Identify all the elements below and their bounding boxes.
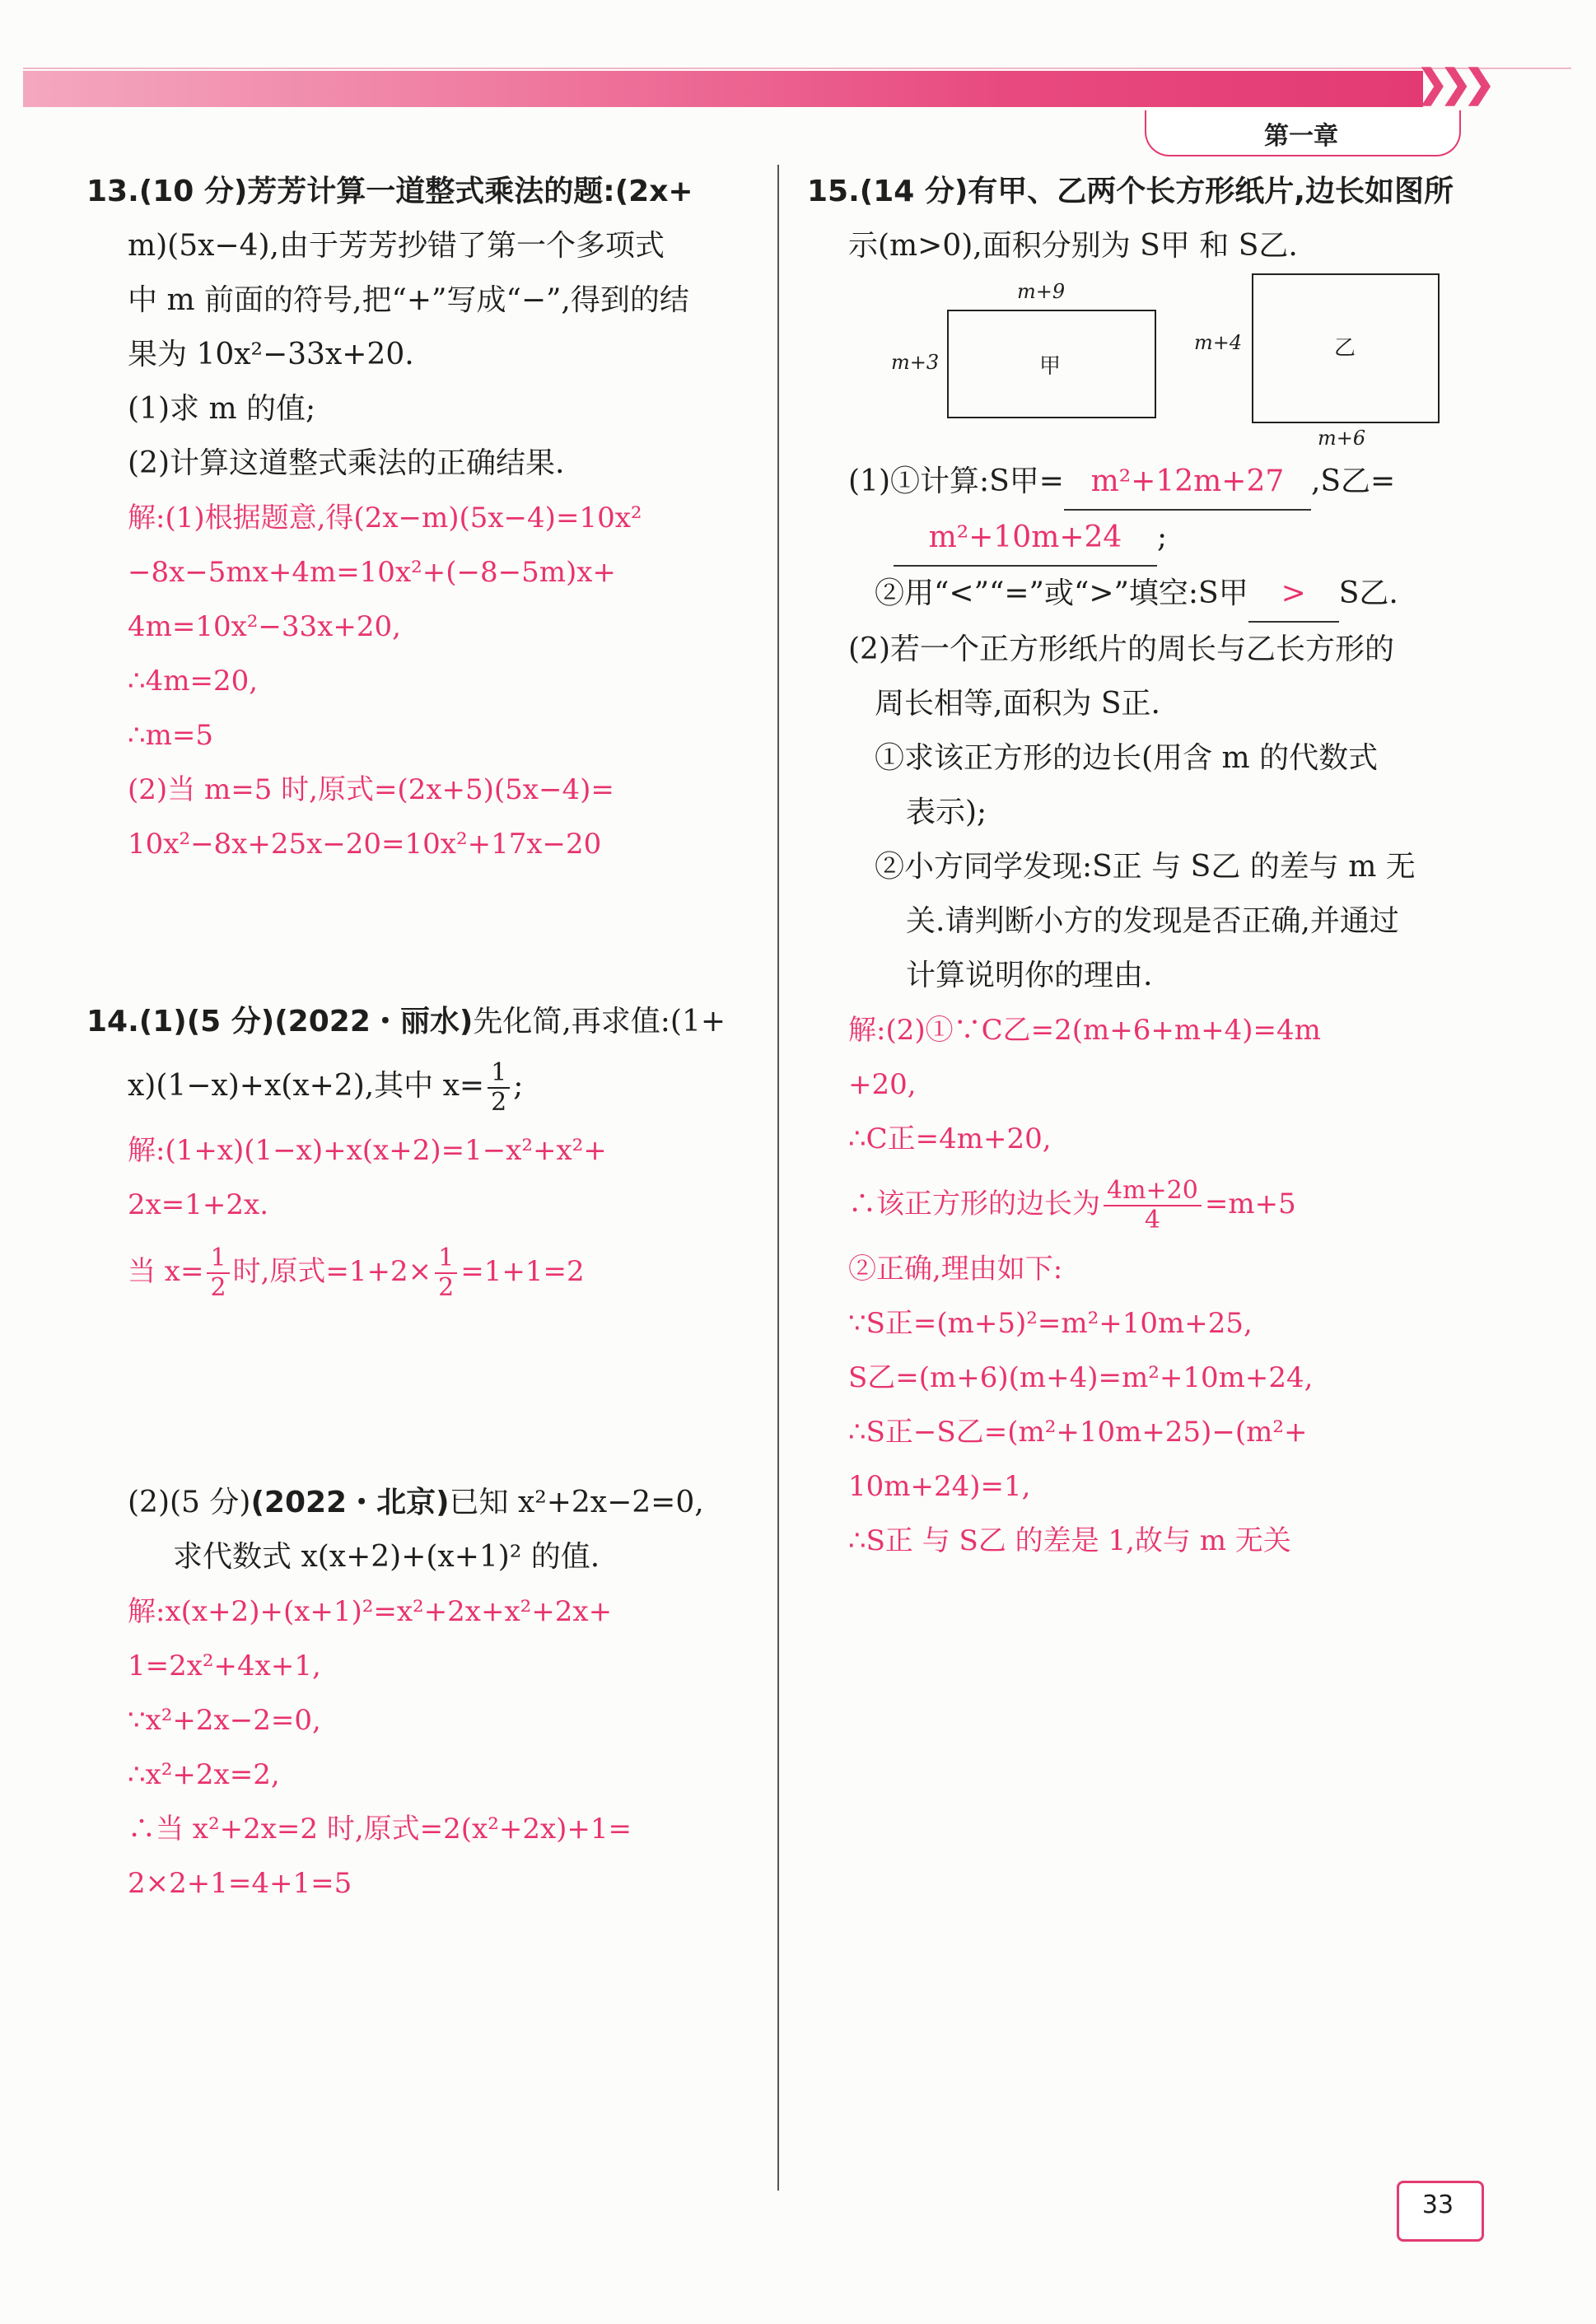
- header-rule: [23, 68, 1571, 69]
- q13-answer-1: 解:(1)根据题意,得(2x−m)(5x−4)=10x²: [128, 502, 642, 534]
- q15-sub2-line-3: 计算说明你的理由.: [906, 959, 1153, 992]
- ans-text: =m+5: [1204, 1188, 1296, 1220]
- header-band: [23, 71, 1423, 107]
- column-divider: [777, 165, 779, 2191]
- q15-answer-6: ∵S正=(m+5)²=m²+10m+25,: [848, 1307, 1253, 1340]
- q14-p2-answer-2: 1=2x²+4x+1,: [128, 1650, 321, 1682]
- q15-sub2-line-1: ②小方同学发现:S正 与 S乙 的差与 m 无: [875, 850, 1416, 884]
- q15-line-2: 示(m>0),面积分别为 S甲 和 S乙.: [848, 229, 1298, 263]
- q15-part1-line-2: [807, 511, 1491, 567]
- yi-bottom-label: m+6: [1318, 427, 1366, 450]
- q15-sub2-line-2: 关.请判断小方的发现是否正确,并通过: [906, 904, 1399, 938]
- q15-line-1: [807, 165, 1491, 219]
- rectangles-diagram: [807, 273, 1491, 455]
- q13-part-1: (1)求 m 的值;: [128, 392, 316, 426]
- yi-center-label: 乙: [1334, 336, 1356, 361]
- q14-p2-source: (2022・北京): [250, 1486, 450, 1519]
- q14-source: (2022・丽水): [274, 1005, 474, 1038]
- right-column: [807, 165, 1491, 1568]
- q13-answer-7: 10x²−8x+25x−20=10x²+17x−20: [128, 828, 602, 861]
- q15-part1-line-3: [807, 567, 1491, 623]
- q13-answer-6: (2)当 m=5 时,原式=(2x+5)(5x−4)=: [128, 773, 614, 806]
- q13-line-2: m)(5x−4),由于芳芳抄错了第一个多项式: [128, 229, 665, 263]
- p1-text: S乙.: [1338, 576, 1398, 610]
- ans-text: 时,原式=1+2×: [232, 1255, 432, 1288]
- spacer: [86, 1311, 762, 1476]
- q14-answer-3: [86, 1232, 762, 1311]
- p1-text: ,S乙=: [1310, 464, 1396, 498]
- q14-p2-answer-5: ∴当 x²+2x=2 时,原式=2(x²+2x)+1=: [128, 1813, 632, 1846]
- q13-part-2: (2)计算这道整式乘法的正确结果.: [128, 446, 565, 480]
- p1-text: ;: [1157, 520, 1168, 554]
- q15-answer-9: 10m+24)=1,: [848, 1470, 1031, 1503]
- ans-text: =1+1=2: [460, 1255, 585, 1288]
- fraction: [1104, 1178, 1202, 1233]
- q15-answer-3: ∴C正=4m+20,: [848, 1122, 1052, 1155]
- ans-text: ∴该正方形的边长为: [848, 1188, 1100, 1220]
- q15-answer-4: [807, 1166, 1491, 1242]
- q14-p2-head: (2)(5 分): [128, 1486, 251, 1519]
- q15-answer-10: ∴S正 与 S乙 的差是 1,故与 m 无关: [848, 1524, 1291, 1557]
- frac-den: 2: [210, 1273, 226, 1302]
- q14-expr: x)(1−x)+x(x+2),其中 x=: [128, 1069, 485, 1103]
- q15-sub1-line-2: 表示);: [906, 796, 987, 829]
- jia-top-label: m+9: [1017, 280, 1066, 303]
- q14-end: ;: [513, 1069, 524, 1103]
- q14-tail: 先化简,再求值:(1+: [473, 1005, 726, 1038]
- q15-answer-1: 解:(2)①∵C乙=2(m+6+m+4)=4m: [848, 1014, 1321, 1047]
- q14-part2-line-2: 求代数式 x(x+2)+(x+1)² 的值.: [173, 1540, 600, 1574]
- q14-p2-answer-4: ∴x²+2x=2,: [128, 1758, 280, 1791]
- q14-head: 14.(1)(5 分): [86, 1005, 275, 1038]
- frac-den: 2: [491, 1088, 507, 1117]
- q13-line-4: 果为 10x²−33x+20.: [128, 338, 414, 371]
- frac-den: 2: [438, 1273, 455, 1302]
- page-number: 33: [1421, 2191, 1454, 2219]
- q15-sub1-line-1: ①求该正方形的边长(用含 m 的代数式: [875, 741, 1379, 775]
- q14-p2-tail: 已知 x²+2x−2=0,: [449, 1486, 704, 1519]
- q15-answer-2: +20,: [848, 1068, 917, 1101]
- q14-p2-answer-1: 解:x(x+2)+(x+1)²=x²+2x+x²+2x+: [128, 1595, 613, 1628]
- frac-den: 4: [1144, 1206, 1160, 1234]
- q13-answer-5: ∴m=5: [128, 719, 213, 752]
- q14-p2-answer-6: 2×2+1=4+1=5: [128, 1867, 352, 1900]
- frac-num: 1: [207, 1246, 229, 1274]
- q13-answer-3: 4m=10x²−33x+20,: [128, 610, 401, 643]
- frac-num: 1: [488, 1061, 510, 1089]
- answer-blank-1: m²+12m+27: [1064, 455, 1311, 511]
- fraction: [207, 1246, 229, 1300]
- spacer: [86, 871, 762, 995]
- q14-answer-2: 2x=1+2x.: [128, 1188, 269, 1221]
- chapter-label: 第一章: [1264, 122, 1338, 151]
- q15-part2-line-2: 周长相等,面积为 S正.: [875, 687, 1160, 721]
- q13-line-1: [86, 165, 762, 219]
- question-text: 15.(14 分)有甲、乙两个长方形纸片,边长如图所: [807, 175, 1454, 208]
- q13-line-3: 中 m 前面的符号,把“+”写成“−”,得到的结: [128, 283, 689, 317]
- q14-p2-answer-3: ∵x²+2x−2=0,: [128, 1704, 321, 1737]
- fraction: [435, 1246, 457, 1300]
- q14-line-2: [86, 1049, 762, 1123]
- question-text: 13.(10 分)芳芳计算一道整式乘法的题:(2x+: [86, 175, 693, 208]
- frac-num: 1: [435, 1246, 457, 1274]
- ans-text: 当 x=: [128, 1255, 204, 1288]
- p1-text: (1)①计算:S甲=: [848, 464, 1064, 498]
- q14-answer-1: 解:(1+x)(1−x)+x(x+2)=1−x²+x²+: [128, 1134, 607, 1167]
- jia-center-label: 甲: [1039, 354, 1062, 379]
- frac-num: 4m+20: [1104, 1178, 1202, 1206]
- q15-part1-line-1: [807, 455, 1491, 511]
- q15-part2-line-1: (2)若一个正方形纸片的周长与乙长方形的: [848, 632, 1394, 666]
- left-column: [86, 165, 762, 1911]
- jia-left-label: m+3: [891, 351, 940, 374]
- q15-answer-7: S乙=(m+6)(m+4)=m²+10m+24,: [848, 1361, 1314, 1394]
- fraction: [488, 1058, 510, 1117]
- q15-answer-5: ②正确,理由如下:: [848, 1253, 1063, 1286]
- q14-line-1: [86, 995, 762, 1049]
- yi-left-label: m+4: [1194, 331, 1243, 354]
- q15-answer-8: ∴S正−S乙=(m²+10m+25)−(m²+: [848, 1416, 1308, 1449]
- q14-part2-line-1: [86, 1476, 762, 1530]
- chevron-right-icon: ❯❯❯: [1416, 61, 1487, 105]
- q13-answer-4: ∴4m=20,: [128, 665, 259, 698]
- p1-text: ②用“<”“=”或“>”填空:S甲: [875, 576, 1248, 610]
- q13-answer-2: −8x−5mx+4m=10x²+(−8−5m)x+: [128, 556, 616, 589]
- answer-blank-3: >: [1248, 567, 1339, 623]
- answer-blank-2: m²+10m+24: [894, 511, 1157, 567]
